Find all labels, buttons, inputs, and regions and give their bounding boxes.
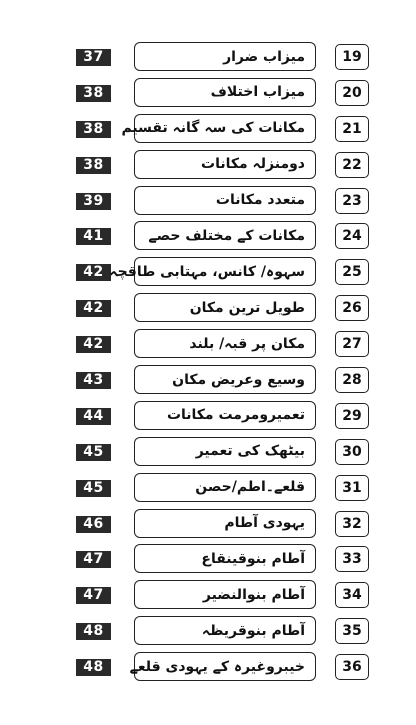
- entry-number: 29: [335, 403, 369, 429]
- entry-title-box: [134, 544, 316, 573]
- page-number-badge: 47: [76, 587, 111, 604]
- toc-row: [0, 327, 416, 363]
- entry-title: میزاب اختلاف: [210, 84, 305, 101]
- entry-number: 22: [335, 152, 369, 178]
- entry-title: خیبروغیرہ کے یہودی قلعے: [129, 658, 305, 675]
- toc-row: [0, 507, 416, 543]
- entry-title-box: [134, 42, 316, 71]
- entry-number: 26: [335, 295, 369, 321]
- entry-number: 32: [335, 511, 369, 537]
- toc-row: [0, 650, 416, 686]
- entry-title: میزاب ضرار: [223, 48, 305, 65]
- page-number-badge: 43: [76, 372, 111, 389]
- toc-row: [0, 148, 416, 184]
- page-number-badge: 38: [76, 121, 111, 138]
- page-number-badge: 45: [76, 444, 111, 461]
- toc-row: [0, 471, 416, 507]
- page-number-badge: 42: [76, 300, 111, 317]
- entry-title-box: [134, 186, 316, 215]
- entry-number: 25: [335, 259, 369, 285]
- toc-row: [0, 76, 416, 112]
- entry-title: مکانات کی سہ گانہ تقسیم: [121, 120, 305, 137]
- toc-row: [0, 40, 416, 76]
- entry-title-box: [134, 329, 316, 358]
- entry-number: 36: [335, 654, 369, 680]
- entry-title-box: [134, 616, 316, 645]
- entry-title-box: [134, 437, 316, 466]
- entry-title-box: [134, 473, 316, 502]
- entry-title: تعمیرومرمت مکانات: [166, 407, 305, 424]
- entry-number: 24: [335, 223, 369, 249]
- entry-number: 27: [335, 331, 369, 357]
- entry-title: مکانات کے مختلف حصے: [148, 227, 305, 244]
- toc-row: [0, 112, 416, 148]
- toc-row: [0, 578, 416, 614]
- entry-title-box: [134, 221, 316, 250]
- entry-title: آطام بنوقریظہ: [201, 622, 305, 639]
- page-number-badge: 45: [76, 480, 111, 497]
- toc-row: [0, 614, 416, 650]
- entry-title-box: [134, 580, 316, 609]
- entry-title-box: [121, 114, 316, 143]
- entry-title: مکان پر قبہ/ بلند: [189, 335, 305, 352]
- entry-number: 33: [335, 546, 369, 572]
- toc-row: [0, 255, 416, 291]
- page-number-badge: 47: [76, 551, 111, 568]
- page-number-badge: 41: [76, 228, 111, 245]
- page-number-badge: 39: [76, 193, 111, 210]
- entry-title-box: [134, 509, 316, 538]
- entry-number: 23: [335, 188, 369, 214]
- page-number-badge: 44: [76, 408, 111, 425]
- entry-title: سہوہ/ کانس، مہتابی طاقچہ: [109, 263, 305, 280]
- entry-number: 20: [335, 80, 369, 106]
- entry-title: دومنزلہ مکانات: [201, 156, 305, 173]
- entry-title: طویل ترین مکان: [189, 299, 305, 316]
- entry-title-box: [134, 401, 316, 430]
- entry-title-box: [109, 257, 316, 286]
- entry-title: قلعے۔اطم/حصن: [195, 479, 305, 496]
- page-number-badge: 38: [76, 85, 111, 102]
- entry-title-box: [134, 150, 316, 179]
- entry-number: 30: [335, 439, 369, 465]
- table-of-contents: [0, 40, 416, 686]
- toc-row: [0, 363, 416, 399]
- entry-title-box: [134, 78, 316, 107]
- page-number-badge: 48: [76, 623, 111, 640]
- entry-title-box: [129, 652, 316, 681]
- page-number-badge: 37: [76, 49, 111, 66]
- entry-title: آطام بنوالنضیر: [202, 586, 305, 603]
- entry-number: 35: [335, 618, 369, 644]
- entry-number: 31: [335, 475, 369, 501]
- page-number-badge: 38: [76, 157, 111, 174]
- toc-row: [0, 542, 416, 578]
- page-number-badge: 48: [76, 659, 111, 676]
- entry-number: 21: [335, 116, 369, 142]
- toc-row: [0, 291, 416, 327]
- toc-row: [0, 399, 416, 435]
- entry-title-box: [134, 365, 316, 394]
- entry-title: متعدد مکانات: [215, 192, 305, 209]
- entry-title: آطام بنوقینقاع: [201, 550, 305, 567]
- page-number-badge: 46: [76, 516, 111, 533]
- page-number-badge: 42: [76, 336, 111, 353]
- toc-row: [0, 435, 416, 471]
- toc-row: [0, 219, 416, 255]
- entry-number: 34: [335, 582, 369, 608]
- entry-title: یہودی آطام: [224, 515, 305, 532]
- page-number-badge: 42: [76, 264, 111, 281]
- toc-row: [0, 184, 416, 220]
- entry-number: 19: [335, 44, 369, 70]
- entry-title: بیٹھک کی تعمیر: [195, 443, 305, 460]
- entry-title-box: [134, 293, 316, 322]
- entry-number: 28: [335, 367, 369, 393]
- entry-title: وسیع وعریض مکان: [172, 371, 305, 388]
